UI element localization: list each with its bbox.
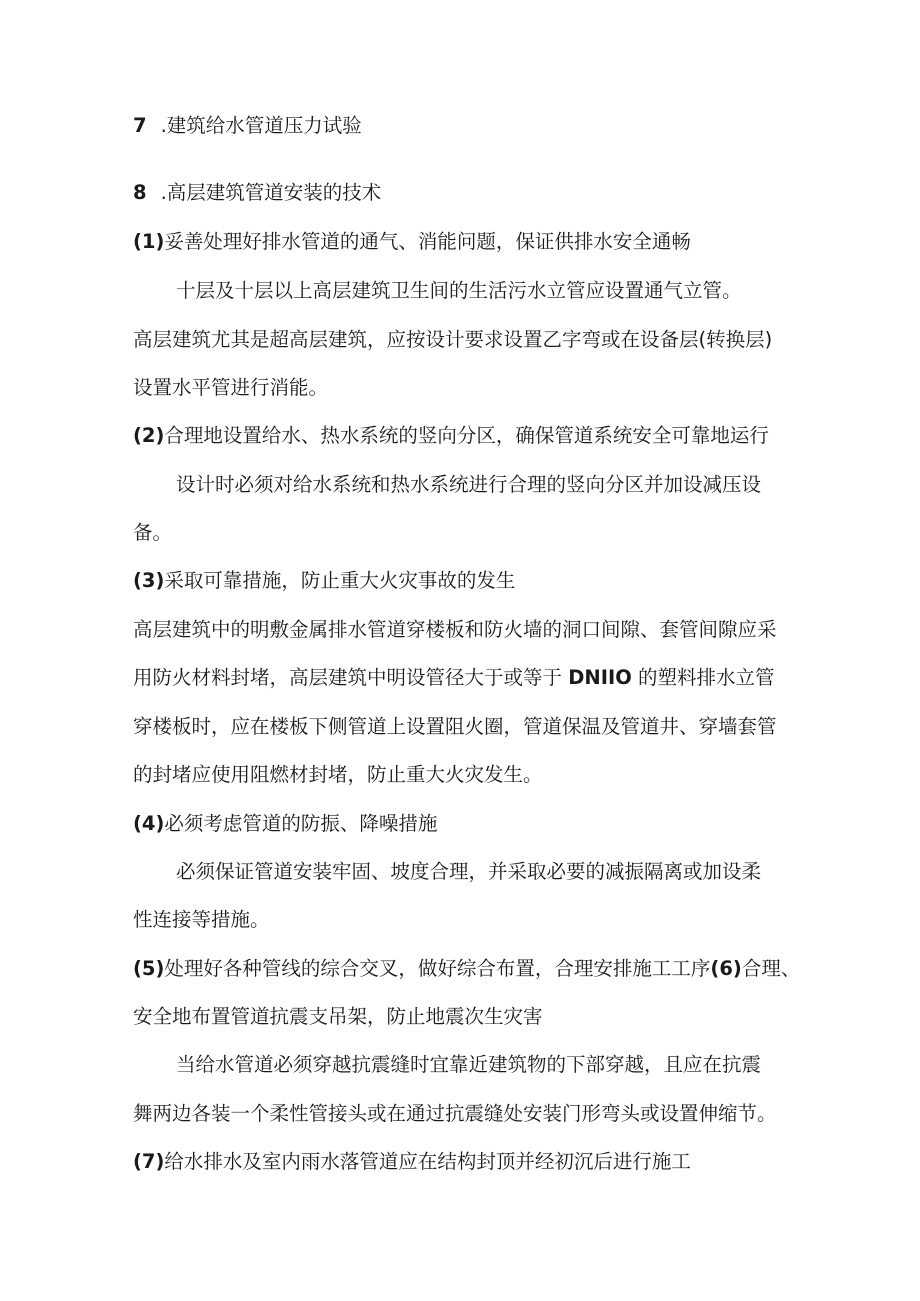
section-5-title [133,951,810,987]
pipe-size-code: DNIIO [568,666,632,689]
section-title: 采取可靠措施，防止重大火灾事故的发生 [164,569,516,592]
heading-text: .建筑给水管道压力试验 [160,114,362,137]
section-2-title [133,418,810,454]
paragraph-line: 性连接等措施。 [133,908,270,931]
paragraph-line: 设置水平管进行消能。 [133,376,329,399]
section-number: (7) [133,1150,165,1173]
section-title: 必须考虑管道的防振、降噪措施 [164,812,438,835]
section-number: (1) [133,230,165,253]
section-title: 给水排水及室内雨水落管道应在结构封顶并经初沉后进行施工 [164,1150,691,1173]
section-number: (4) [133,812,165,835]
paragraph-line: 穿楼板时，应在楼板下侧管道上设置阻火圈，管道保温及管道井、穿墙套管 [133,715,777,738]
heading-8 [133,175,810,211]
section-number: (6) [710,957,742,980]
section-7-title [133,1144,810,1180]
paragraph-line: 必须保证管道安装牢固、坡度合理，并采取必要的减振隔离或加设柔 [176,860,762,883]
paragraph-line: 舞两边各装一个柔性管接头或在通过抗震缝处安装门形弯头或设置伸缩节。 [133,1102,777,1125]
heading-7 [133,108,810,144]
heading-text: .高层建筑管道安装的技术 [160,181,382,204]
paragraph-line: 的封堵应使用阻燃材封堵，防止重大火灾发生。 [133,763,543,786]
paragraph-line-dn [133,660,810,696]
section-title: 妥善处理好排水管道的通气、消能问题，保证供排水安全通畅 [164,230,691,253]
section-4-title [133,806,810,842]
paragraph-line: 设计时必须对给水系统和热水系统进行合理的竖向分区并加设减压设 [176,473,762,496]
section-number: (2) [133,424,165,447]
paragraph-line: 十层及十层以上高层建筑卫生间的生活污水立管应设置通气立管。 [176,279,742,302]
section-number: (5) [133,957,165,980]
section-number: (3) [133,569,165,592]
paragraph-line: 当给水管道必须穿越抗震缝时宜靠近建筑物的下部穿越，且应在抗震 [176,1053,762,1076]
section-title: 合理地设置给水、热水系统的竖向分区，确保管道系统安全可靠地运行 [164,424,769,447]
section-3-title [133,563,810,599]
section-6-title: 安全地布置管道抗震支吊架，防止地震次生灾害 [133,1005,543,1028]
heading-number: 8 [133,181,147,204]
paragraph-line: 备。 [133,521,173,544]
text-segment: 用防火材料封堵，高层建筑中明设管径大于或等于 [133,666,563,689]
text-segment: 的塑料排水立管 [638,666,775,689]
paragraph-line: 高层建筑中的明敷金属排水管道穿楼板和防火墙的洞口间隙、套管间隙应采 [133,618,777,641]
section-1-title [133,224,810,260]
heading-number: 7 [133,114,147,137]
section-title: 合理、 [741,957,801,980]
paragraph-line: 高层建筑尤其是超高层建筑，应按设计要求设置乙字弯或在设备层(转换层) [133,328,773,351]
section-title: 处理好各种管线的综合交叉，做好综合布置，合理安排施工工序 [164,957,711,980]
